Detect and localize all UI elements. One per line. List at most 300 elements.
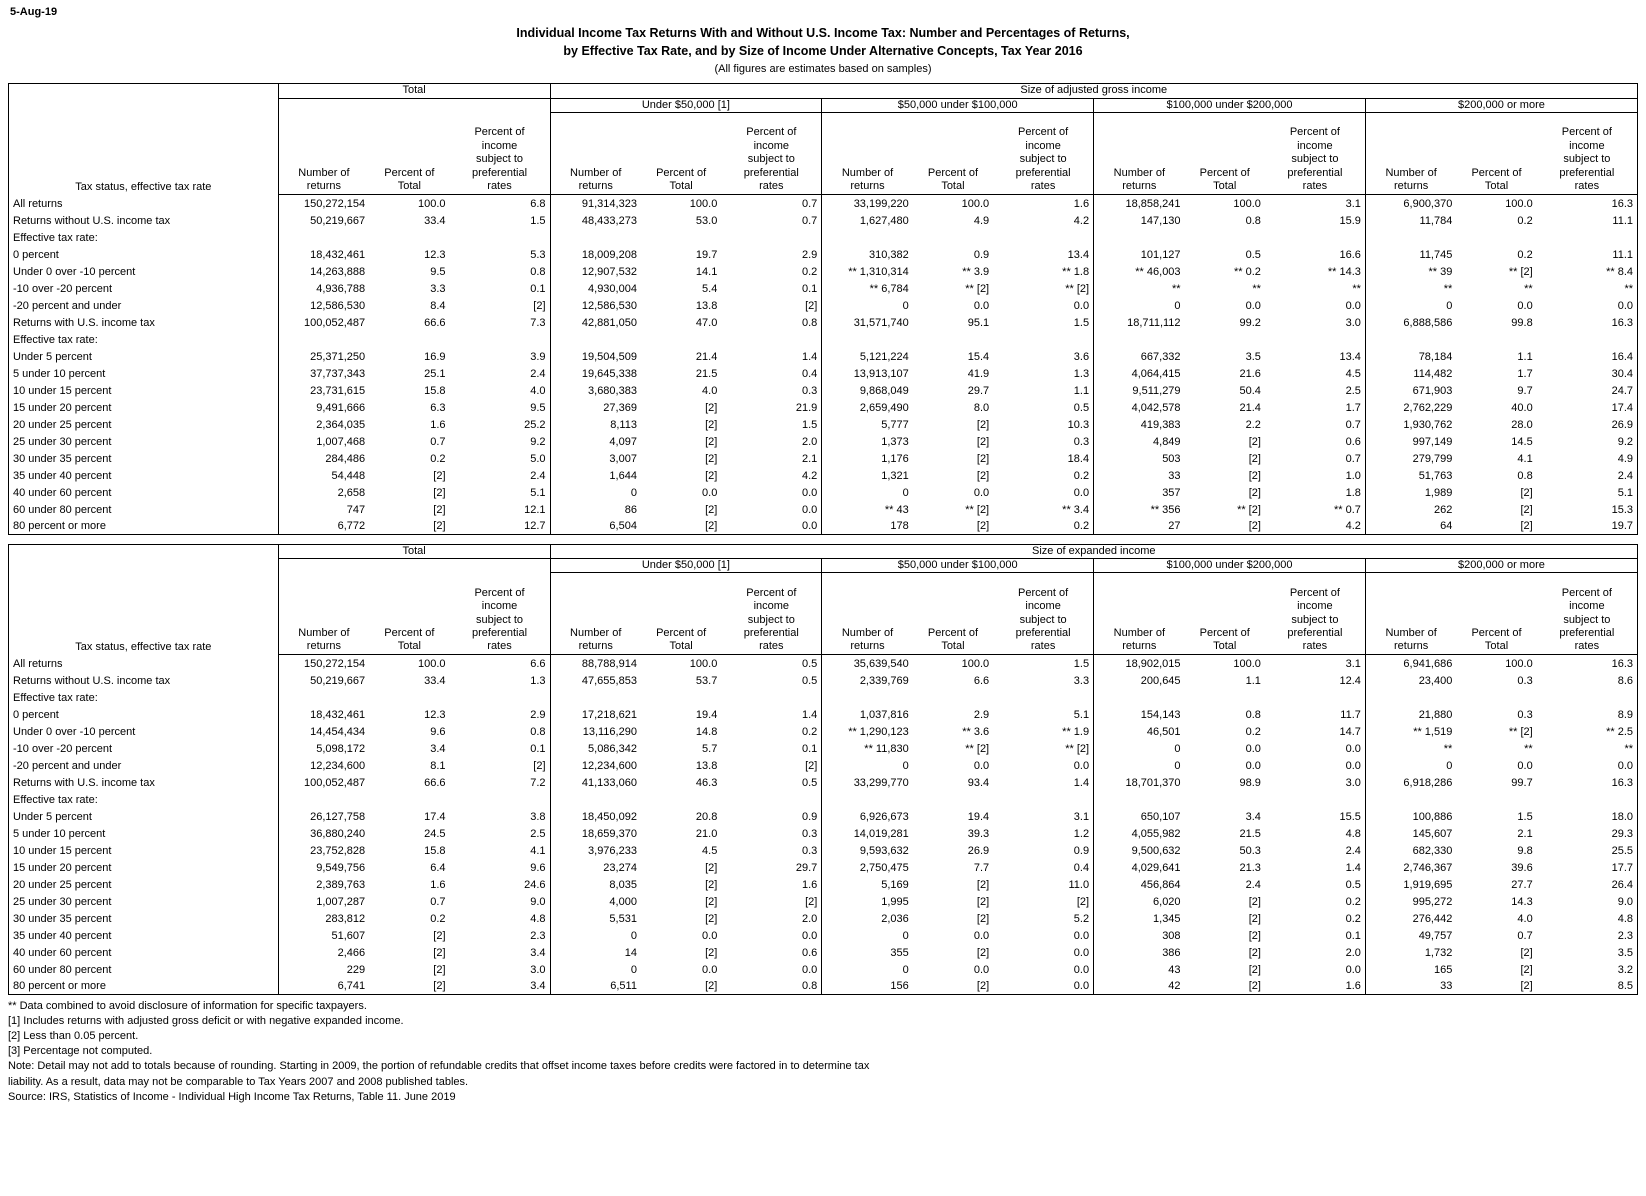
data-cell: 5,169 (881, 878, 909, 891)
row-label: 30 under 35 percent (9, 909, 279, 926)
data-cell: 11.0 (993, 875, 1093, 892)
table-row (9, 364, 1638, 381)
footnote-2: [1] Includes returns with adjusted gross deficit or with negative expanded income. (8, 1014, 404, 1027)
data-cell: 15.8 (424, 384, 446, 397)
table-row (9, 517, 1638, 534)
data-cell: [2] (1520, 946, 1533, 959)
data-cell: 33.4 (424, 674, 446, 687)
col-header-percent-total: Percent of Total (641, 587, 721, 655)
data-cell: 19.4 (695, 708, 718, 721)
col-header-number-returns: Number of returns (1094, 126, 1185, 194)
data-cell: 150,272,154 (303, 657, 366, 670)
col-spacer-pref (450, 573, 550, 587)
data-cell: [2] (1248, 435, 1261, 448)
data-cell: 100.0 (689, 657, 718, 670)
data-cell: [2] (1520, 503, 1533, 516)
data-cell: 0.6 (721, 943, 821, 960)
col-spacer-num (550, 113, 641, 127)
data-cell: [2] (1248, 963, 1261, 976)
data-cell: 0.2 (721, 722, 821, 739)
data-cell (450, 790, 550, 807)
data-cell (369, 228, 449, 245)
data-cell: 1.3 (450, 671, 550, 688)
data-cell: 0 (630, 929, 637, 942)
row-label: 60 under 80 percent (9, 500, 279, 517)
data-cell: 0.2 (430, 912, 446, 925)
row-label: 40 under 60 percent (9, 943, 279, 960)
data-cell: 53.0 (695, 214, 718, 227)
data-cell: 6.8 (450, 194, 550, 211)
data-cell: 5,531 (609, 912, 637, 925)
data-cell: 14,454,434 (310, 725, 366, 738)
data-cell: 18,009,208 (581, 248, 637, 261)
row-label: 25 under 30 percent (9, 432, 279, 449)
data-cell: 6.6 (973, 674, 990, 687)
data-cell (913, 790, 993, 807)
data-cell: 1,644 (609, 469, 637, 482)
data-cell: 2.4 (1265, 841, 1365, 858)
data-cell: 0.5 (1245, 248, 1261, 261)
data-cell: 3.2 (1537, 960, 1638, 977)
data-cell (369, 790, 449, 807)
data-cell: 100.0 (1233, 197, 1261, 210)
data-cell (822, 330, 913, 347)
data-cell: 1.1 (1245, 674, 1261, 687)
total-group-header: Total (278, 544, 550, 558)
data-cell: 0.0 (993, 960, 1093, 977)
data-cell: 6,772 (278, 517, 369, 534)
data-cell: 0.7 (1265, 449, 1365, 466)
data-cell: ** 6,784 (869, 282, 909, 295)
data-cell: 5.3 (450, 245, 550, 262)
data-cell: 5.1 (993, 705, 1093, 722)
data-cell: 5.2 (993, 909, 1093, 926)
data-cell: 0 (1174, 742, 1181, 755)
data-cell: 8.4 (430, 299, 446, 312)
data-cell: 6,926,673 (859, 810, 909, 823)
row-label: 0 percent (9, 245, 279, 262)
data-cell: 13.8 (695, 759, 718, 772)
data-cell: 7.2 (450, 773, 550, 790)
data-cell: [2] (721, 892, 821, 909)
table-row (9, 398, 1638, 415)
data-cell: 13.4 (1265, 347, 1365, 364)
data-cell: [2] (976, 895, 990, 908)
data-cell: 3.6 (993, 347, 1093, 364)
data-cell: 8,113 (610, 418, 637, 431)
data-cell: [2] (705, 435, 718, 448)
data-cell: 8.9 (1537, 705, 1638, 722)
col-header-number-returns: Number of returns (550, 126, 641, 194)
footnotes (8, 999, 1638, 1105)
table-row (9, 432, 1638, 449)
data-cell: 17.4 (424, 810, 446, 823)
data-cell: 1.1 (1517, 350, 1533, 363)
tax-table-2 (8, 544, 1638, 995)
data-cell (278, 228, 369, 245)
data-cell: 0.0 (1245, 759, 1261, 772)
data-cell: 12.3 (424, 708, 446, 721)
data-cell: 9.5 (450, 398, 550, 415)
col-spacer-num (1365, 113, 1456, 127)
data-cell: 33 (1365, 977, 1456, 994)
table-row (9, 211, 1638, 228)
data-cell: [2] (433, 503, 446, 516)
data-cell: 9.6 (430, 725, 446, 738)
data-cell: 0 (630, 963, 637, 976)
data-cell: 33,199,220 (853, 197, 909, 210)
title-line-1: Individual Income Tax Returns With and Without U.S. Income Tax: Number and Percentages of Returns, (516, 26, 1130, 40)
data-cell: 1.7 (1265, 398, 1365, 415)
tables-container (8, 83, 1638, 995)
data-cell: 747 (346, 503, 366, 516)
data-cell: 5.1 (1537, 483, 1638, 500)
data-cell: 3.3 (430, 282, 446, 295)
data-cell: ** (1252, 282, 1261, 295)
data-cell: [2] (705, 418, 718, 431)
data-cell: 0.0 (702, 486, 718, 499)
data-cell: 4,042,578 (1131, 401, 1181, 414)
data-cell: 18,450,092 (581, 810, 637, 823)
band-header-4: $200,000 or more (1365, 98, 1637, 112)
data-cell: 19.7 (695, 248, 718, 261)
data-cell: 15.4 (967, 350, 990, 363)
data-cell: 6,900,370 (1403, 197, 1453, 210)
data-cell: 6,741 (278, 977, 369, 994)
data-cell: 3.1 (1265, 654, 1365, 671)
table-row (9, 824, 1638, 841)
data-cell (450, 330, 550, 347)
data-cell: [2] (913, 517, 993, 534)
data-cell: 66.6 (424, 776, 446, 789)
table-row (9, 330, 1638, 347)
data-cell: 50.3 (1239, 844, 1261, 857)
data-cell: 2,466 (337, 946, 366, 959)
data-cell: 6,941,686 (1403, 657, 1453, 670)
data-cell: 4,000 (609, 895, 637, 908)
data-cell: [2] (721, 296, 821, 313)
data-cell: 9,549,756 (316, 861, 366, 874)
data-cell (550, 228, 641, 245)
data-cell: 2,762,229 (1403, 401, 1453, 414)
col-header-percent-total: Percent of Total (913, 126, 993, 194)
data-cell: [2] (641, 977, 721, 994)
data-cell: 15.9 (1265, 211, 1365, 228)
col-header-percent-total: Percent of Total (369, 587, 449, 655)
col-header-number-returns: Number of returns (550, 587, 641, 655)
data-cell: 283,812 (325, 912, 366, 925)
data-cell: 6,504 (550, 517, 641, 534)
row-label: Effective tax rate: (9, 790, 279, 807)
table-row (9, 858, 1638, 875)
data-cell (913, 330, 993, 347)
data-cell: 1,321 (881, 469, 909, 482)
data-cell: 5.7 (702, 742, 718, 755)
data-cell: 456,864 (1140, 878, 1181, 891)
data-cell: 9.2 (1537, 432, 1638, 449)
data-cell: 6.3 (430, 401, 446, 414)
data-cell: 5.4 (702, 282, 718, 295)
data-cell (1365, 330, 1456, 347)
data-cell: 0.8 (450, 262, 550, 279)
data-cell (993, 688, 1093, 705)
table-row (9, 483, 1638, 500)
data-cell: 100,052,487 (303, 776, 366, 789)
col-spacer-pct (1456, 113, 1536, 127)
data-cell: [2] (1456, 517, 1536, 534)
data-cell: 13.4 (993, 245, 1093, 262)
data-cell: 9.0 (450, 892, 550, 909)
data-cell: 23,731,615 (310, 384, 366, 397)
data-cell: 165 (1433, 963, 1453, 976)
data-cell: 145,607 (1412, 827, 1453, 840)
data-cell: [2] (705, 912, 718, 925)
table-row (9, 756, 1638, 773)
data-cell: 2.2 (1245, 418, 1261, 431)
data-cell: 0 (1174, 299, 1181, 312)
data-cell (278, 688, 369, 705)
panel-spacer (8, 535, 1638, 544)
data-cell (641, 330, 721, 347)
data-cell: 0.3 (1517, 674, 1533, 687)
data-cell: 33.4 (424, 214, 446, 227)
data-cell: 14,263,888 (310, 265, 366, 278)
data-cell: 9.6 (450, 858, 550, 875)
col-header-percent-preferential: Percent of income subject to preferential rates (993, 126, 1093, 194)
row-label: 30 under 35 percent (9, 449, 279, 466)
data-cell: 2.5 (450, 824, 550, 841)
col-spacer-pref (1537, 113, 1638, 127)
data-cell: 0.0 (973, 929, 990, 942)
data-cell: [2] (976, 469, 990, 482)
data-cell: 0.4 (721, 364, 821, 381)
data-cell: 8.0 (973, 401, 990, 414)
data-cell: 100.0 (961, 657, 990, 670)
data-cell: 100.0 (961, 197, 990, 210)
data-cell: 13,913,107 (853, 367, 909, 380)
data-cell: [2] (1248, 895, 1261, 908)
table-row (9, 722, 1638, 739)
data-cell: ** 0.7 (1265, 500, 1365, 517)
data-cell: 31,571,740 (853, 316, 909, 329)
data-cell: 4.8 (1537, 909, 1638, 926)
data-cell: 18,701,370 (1125, 776, 1181, 789)
table-row (9, 654, 1638, 671)
data-cell: 0.1 (721, 739, 821, 756)
data-cell: 997,149 (1412, 435, 1453, 448)
data-cell: 1.4 (721, 347, 821, 364)
data-cell: 357 (1162, 486, 1181, 499)
data-cell: 0.8 (1245, 708, 1261, 721)
data-cell: 6,511 (550, 977, 641, 994)
data-cell: 2,659,490 (859, 401, 909, 414)
data-cell: 4,097 (609, 435, 637, 448)
data-cell: 4,849 (1153, 435, 1181, 448)
data-cell: 0.8 (721, 313, 821, 330)
data-cell: 0.0 (1265, 756, 1365, 773)
data-cell: 27.7 (1511, 878, 1533, 891)
data-cell: 64 (1365, 517, 1456, 534)
data-cell: ** 1,310,314 (848, 265, 909, 278)
data-cell: 0.0 (721, 500, 821, 517)
data-cell: 19,504,509 (581, 350, 637, 363)
data-cell: [2] (1185, 517, 1265, 534)
data-cell: 5,777 (881, 418, 909, 431)
table-row (9, 296, 1638, 313)
data-cell: 9,500,632 (1131, 844, 1181, 857)
data-cell: ** 3.6 (962, 725, 990, 738)
data-cell: 0.7 (721, 211, 821, 228)
data-cell: [2] (993, 892, 1093, 909)
data-cell: 14.3 (1511, 895, 1533, 908)
data-cell: 1.6 (1265, 977, 1365, 994)
data-cell: 0.4 (993, 858, 1093, 875)
data-cell: 0.0 (993, 943, 1093, 960)
row-label: 80 percent or more (9, 977, 279, 994)
data-cell: 3,007 (609, 452, 637, 465)
data-cell: 0.5 (1265, 875, 1365, 892)
data-cell: 0.7 (430, 895, 446, 908)
data-cell: 12.3 (424, 248, 446, 261)
data-cell: [2] (1520, 963, 1533, 976)
row-label: Returns without U.S. income tax (9, 671, 279, 688)
data-cell: 262 (1433, 503, 1453, 516)
data-cell: 18,432,461 (310, 708, 366, 721)
data-cell: 147,130 (1140, 214, 1181, 227)
col-header-number-returns: Number of returns (822, 587, 913, 655)
data-cell: 7.7 (973, 861, 990, 874)
col-header-percent-total: Percent of Total (641, 126, 721, 194)
data-cell: [2] (976, 418, 990, 431)
table-row (9, 926, 1638, 943)
data-cell: [2] (705, 401, 718, 414)
data-cell: 3.9 (450, 347, 550, 364)
data-cell: 0.2 (721, 262, 821, 279)
data-cell: 24.5 (424, 827, 446, 840)
data-cell: 1,007,287 (316, 895, 366, 908)
data-cell: [2] (705, 503, 718, 516)
data-cell: 3.0 (1265, 773, 1365, 790)
data-cell: ** 0.2 (1234, 265, 1261, 278)
data-cell: 2.3 (450, 926, 550, 943)
data-cell: ** (1265, 279, 1365, 296)
data-cell: 1,007,468 (316, 435, 366, 448)
data-cell: 6.4 (430, 861, 446, 874)
data-cell: 6,888,586 (1403, 316, 1453, 329)
data-cell: 12,586,530 (581, 299, 637, 312)
col-header-number-returns: Number of returns (1365, 587, 1456, 655)
data-cell: 0.0 (1245, 742, 1261, 755)
data-cell: 4.0 (1517, 912, 1533, 925)
data-cell: 19.7 (1537, 517, 1638, 534)
row-label: 15 under 20 percent (9, 398, 279, 415)
data-cell: 0.0 (973, 759, 990, 772)
data-cell: 4,055,982 (1131, 827, 1181, 840)
data-cell: 3,976,233 (588, 844, 637, 857)
data-cell: 10.3 (993, 415, 1093, 432)
data-cell (1537, 688, 1638, 705)
data-cell: ** 356 (1150, 503, 1181, 516)
data-cell: 0.0 (721, 483, 821, 500)
data-cell: 4.1 (1517, 452, 1533, 465)
data-cell: ** [2] (965, 282, 990, 295)
table-row (9, 960, 1638, 977)
data-cell: 47.0 (695, 316, 718, 329)
data-cell: 21.3 (1239, 861, 1261, 874)
data-cell (721, 330, 821, 347)
data-cell: 28.0 (1511, 418, 1533, 431)
data-cell: 16.9 (424, 350, 446, 363)
data-cell: 16.3 (1537, 313, 1638, 330)
data-cell (822, 688, 913, 705)
data-cell: 995,272 (1412, 895, 1453, 908)
data-cell (1537, 790, 1638, 807)
data-cell: 26.4 (1537, 875, 1638, 892)
data-cell: 0 (902, 299, 909, 312)
data-cell: 25,371,250 (310, 350, 366, 363)
data-cell: 650,107 (1140, 810, 1181, 823)
data-cell: 1.4 (993, 773, 1093, 790)
data-cell: 667,332 (1140, 350, 1181, 363)
data-cell: 6,918,286 (1403, 776, 1453, 789)
data-cell: 46,501 (1146, 725, 1181, 738)
data-cell: 3.4 (450, 977, 550, 994)
footnote-3: [2] Less than 0.05 percent. (8, 1030, 139, 1043)
data-cell: 100.0 (1233, 657, 1261, 670)
data-cell: 25.2 (450, 415, 550, 432)
data-cell: 0.8 (721, 977, 821, 994)
data-cell (369, 330, 449, 347)
data-cell (550, 790, 641, 807)
data-cell (1094, 330, 1185, 347)
data-cell: 16.3 (1537, 654, 1638, 671)
band-header-2: $50,000 under $100,000 (822, 558, 1094, 572)
data-cell: 2,746,367 (1403, 861, 1453, 874)
data-cell (1265, 330, 1365, 347)
data-cell (1094, 790, 1185, 807)
footnote-7: Source: IRS, Statistics of Income - Individual High Income Tax Returns, Table 11. June 2019 (8, 1090, 456, 1103)
col-header-percent-total: Percent of Total (1456, 126, 1536, 194)
data-cell: 9,511,279 (1132, 384, 1181, 397)
table-row (9, 381, 1638, 398)
data-cell: 0.8 (450, 722, 550, 739)
data-cell: 100,052,487 (303, 316, 366, 329)
data-cell: [2] (705, 895, 718, 908)
data-cell: 16.3 (1537, 773, 1638, 790)
data-cell: 21.4 (695, 350, 718, 363)
row-label: Returns with U.S. income tax (9, 313, 279, 330)
data-cell: 100.0 (418, 657, 446, 670)
footnote-4: [3] Percentage not computed. (8, 1045, 153, 1058)
data-cell: 3.3 (993, 671, 1093, 688)
data-cell: 1.5 (721, 415, 821, 432)
data-cell: 0.1 (450, 279, 550, 296)
table-row (9, 245, 1638, 262)
col-header-number-returns: Number of returns (278, 126, 369, 194)
table-row (9, 228, 1638, 245)
data-cell: 1,930,762 (1403, 418, 1453, 431)
row-label: Under 0 over -10 percent (9, 722, 279, 739)
header-row-group (9, 84, 1638, 98)
data-cell: 1.2 (993, 824, 1093, 841)
data-cell: 1.3 (993, 364, 1093, 381)
data-cell: 41.9 (967, 367, 990, 380)
data-cell: 11.7 (1265, 705, 1365, 722)
data-cell: ** [2] (1508, 725, 1533, 738)
data-cell: 50.4 (1239, 384, 1261, 397)
data-cell: 2.1 (721, 449, 821, 466)
data-cell: 4.2 (721, 466, 821, 483)
